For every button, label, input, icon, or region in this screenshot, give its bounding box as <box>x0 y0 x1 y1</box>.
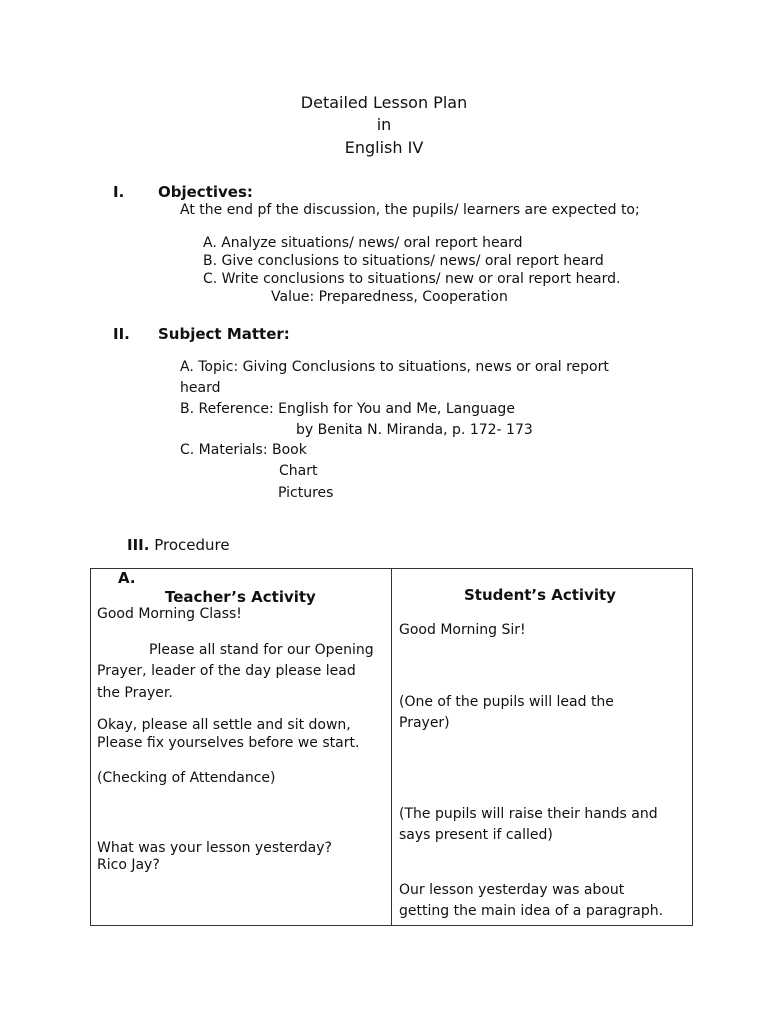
topic-line-2: heard <box>180 380 221 396</box>
materials-item: Pictures <box>278 485 334 501</box>
title-line-3: English IV <box>344 138 424 157</box>
teacher-line: (Checking of Attendance) <box>97 770 276 786</box>
student-line: says present if called) <box>399 827 553 843</box>
title-line-2: in <box>376 115 392 134</box>
teacher-line: Prayer, leader of the day please lead <box>97 663 356 679</box>
student-activity-heading: Student’s Activity <box>464 586 616 604</box>
teacher-line: What was your lesson yesterday? <box>97 840 332 856</box>
teacher-line: Rico Jay? <box>97 857 160 873</box>
teacher-line: Okay, please all settle and sit down, <box>97 717 351 733</box>
materials-item: Chart <box>279 463 318 479</box>
teacher-line: Good Morning Class! <box>97 606 242 622</box>
teacher-line: Please fix yourselves before we start. <box>97 735 360 751</box>
subject-matter-heading: Subject Matter: <box>158 325 290 343</box>
procedure-heading <box>127 536 230 554</box>
objective-item: B. Give conclusions to situations/ news/ oral report heard <box>203 253 604 269</box>
teacher-line: the Prayer. <box>97 685 173 701</box>
reference-line-1: B. Reference: English for You and Me, Language <box>180 401 515 417</box>
procedure-number: III. <box>127 536 150 554</box>
title-line-1: Detailed Lesson Plan <box>300 93 468 112</box>
student-activity-cell <box>392 569 693 926</box>
objectives-intro: At the end pf the discussion, the pupils/ learners are expected to; <box>180 202 640 218</box>
teacher-line: Please all stand for our Opening <box>149 642 374 658</box>
objective-item: C. Write conclusions to situations/ new or oral report heard. <box>203 271 621 287</box>
objective-item: A. Analyze situations/ news/ oral report heard <box>203 235 523 251</box>
teacher-activity-heading: Teacher’s Activity <box>165 588 316 606</box>
procedure-sub-letter: A. <box>118 569 136 587</box>
student-line: getting the main idea of a paragraph. <box>399 903 664 919</box>
reference-line-2: by Benita N. Miranda, p. 172- 173 <box>296 422 533 438</box>
procedure-table <box>90 568 693 926</box>
topic-line-1: A. Topic: Giving Conclusions to situations, news or oral report <box>180 359 609 375</box>
materials-label: C. Materials: Book <box>180 442 307 458</box>
objectives-number: I. <box>113 183 125 201</box>
teacher-activity-cell <box>91 569 392 926</box>
student-line: Our lesson yesterday was about <box>399 882 625 898</box>
subject-matter-number: II. <box>113 325 130 343</box>
student-line: Good Morning Sir! <box>399 622 526 638</box>
objectives-value: Value: Preparedness, Cooperation <box>271 289 508 305</box>
procedure-label: Procedure <box>154 536 230 554</box>
student-line: (The pupils will raise their hands and <box>399 806 658 822</box>
student-line: (One of the pupils will lead the <box>399 694 614 710</box>
objectives-heading: Objectives: <box>158 183 253 201</box>
student-line: Prayer) <box>399 715 450 731</box>
